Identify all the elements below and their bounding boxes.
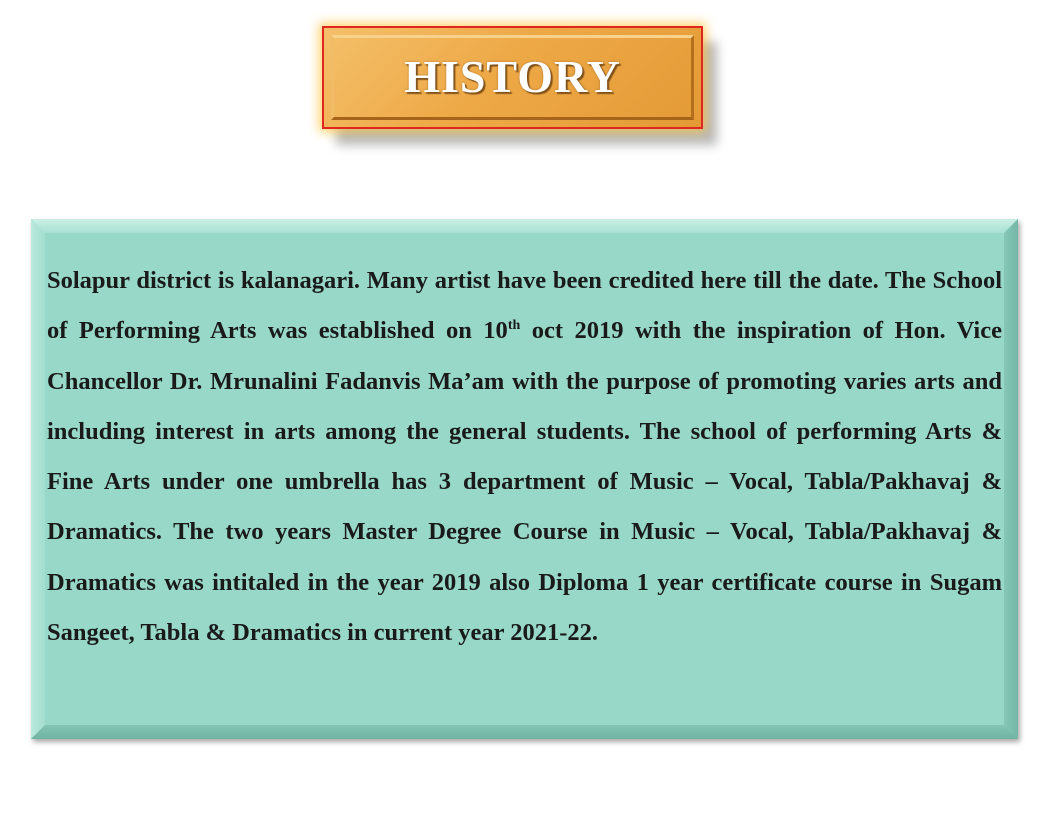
title-plaque (322, 26, 703, 129)
history-paragraph (47, 256, 1002, 658)
history-content-box (31, 219, 1018, 739)
box-bevel-bottom (31, 725, 1018, 739)
ordinal-suffix: th (507, 318, 521, 334)
paragraph-part-2: oct 2019 with the inspiration of Hon. Vice Chancellor Dr. Mrunalini Fadanvis Ma’am with the purpose of promoting varies arts and including interest in arts among the general students. The school of performing Arts & Fine Arts under one umbrella has 3 department of Music – Vocal, Tabla/Pakhavaj & Dramatics. The two years Master Degree Course in Music – Vocal, Tabla/Pakhavaj & Dramatics was intitaled in the year 2019 also Diploma 1 year certificate course in Sugam Sangeet, Tabla & Dramatics in current year 2021-22. (47, 317, 1002, 647)
box-bevel-top (31, 219, 1018, 233)
box-bevel-right (1004, 219, 1018, 739)
box-bevel-left (31, 219, 45, 739)
paragraph-part-1: Solapur district is kalanagari. Many artist have been credited here till the date. The School of Performing Arts was established on 10 (47, 267, 1002, 345)
page-title: HISTORY (404, 51, 621, 102)
